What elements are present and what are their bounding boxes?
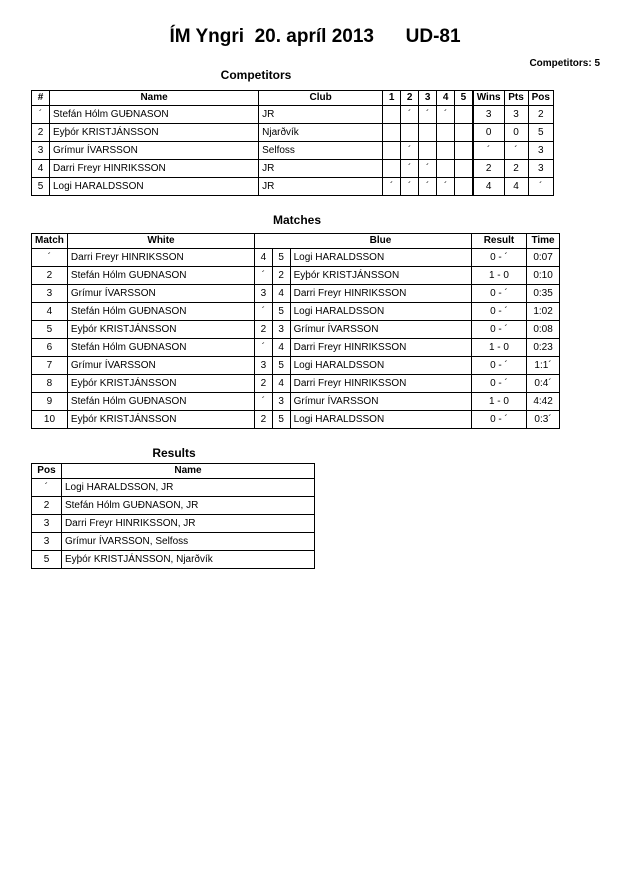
competitor-pts: 4 bbox=[504, 178, 528, 196]
col-r1-header: 1 bbox=[383, 91, 401, 106]
competitor-name: Logi HARALDSSON bbox=[50, 178, 259, 196]
table-row bbox=[32, 339, 560, 357]
result-pos: 2 bbox=[32, 497, 62, 515]
col-pos-header: Pos bbox=[528, 91, 553, 106]
competitor-name: Eyþór KRISTJÁNSSON bbox=[50, 124, 259, 142]
col-time-header: Time bbox=[527, 234, 560, 249]
match-result: 0 - ´ bbox=[471, 303, 526, 321]
match-number: 9 bbox=[32, 393, 68, 411]
competitor-club: JR bbox=[259, 160, 383, 178]
blue-player: Darri Freyr HINRIKSSON bbox=[290, 285, 471, 303]
match-number: 3 bbox=[32, 285, 68, 303]
table-row bbox=[32, 124, 554, 142]
white-number: 2 bbox=[255, 375, 273, 393]
col-num-header: # bbox=[32, 91, 50, 106]
blue-number: 4 bbox=[272, 285, 290, 303]
blue-number: 5 bbox=[272, 357, 290, 375]
result-name: Darri Freyr HINRIKSSON, JR bbox=[61, 515, 314, 533]
white-number: ´ bbox=[255, 267, 273, 285]
match-time: 0:35 bbox=[527, 285, 560, 303]
white-number: ´ bbox=[255, 339, 273, 357]
result-pos: ´ bbox=[32, 479, 62, 497]
match-number: 10 bbox=[32, 411, 68, 429]
competitor-pos: 2 bbox=[528, 106, 553, 124]
competitor-r5 bbox=[455, 178, 473, 196]
competitor-r1 bbox=[383, 160, 401, 178]
table-row bbox=[32, 515, 315, 533]
match-number: ´ bbox=[32, 249, 68, 267]
competitor-r1 bbox=[383, 124, 401, 142]
col-blue-header: Blue bbox=[290, 234, 471, 249]
match-time: 0:23 bbox=[527, 339, 560, 357]
competitor-r4 bbox=[437, 142, 455, 160]
col-r3-header: 3 bbox=[419, 91, 437, 106]
competitor-r3 bbox=[419, 142, 437, 160]
blue-number: 3 bbox=[272, 321, 290, 339]
competitor-pts: ´ bbox=[504, 142, 528, 160]
competitors-header-row bbox=[32, 91, 554, 106]
white-number: 2 bbox=[255, 411, 273, 429]
competitor-pts: 0 bbox=[504, 124, 528, 142]
table-row bbox=[32, 375, 560, 393]
competitor-pos: ´ bbox=[528, 178, 553, 196]
col-name-header: Name bbox=[61, 464, 314, 479]
competitor-wins: 3 bbox=[473, 106, 504, 124]
competitor-r5 bbox=[455, 142, 473, 160]
match-number: 5 bbox=[32, 321, 68, 339]
competitor-r1: ´ bbox=[383, 178, 401, 196]
table-row bbox=[32, 393, 560, 411]
competitor-name: Stefán Hólm GUÐNASON bbox=[50, 106, 259, 124]
competitor-r5 bbox=[455, 160, 473, 178]
match-number: 7 bbox=[32, 357, 68, 375]
competitor-num: ´ bbox=[32, 106, 50, 124]
competitor-r5 bbox=[455, 124, 473, 142]
match-result: 0 - ´ bbox=[471, 411, 526, 429]
competitor-r2: ´ bbox=[401, 142, 419, 160]
competitor-r2: ´ bbox=[401, 106, 419, 124]
table-row bbox=[32, 533, 315, 551]
white-player: Eyþór KRISTJÁNSSON bbox=[67, 375, 254, 393]
blue-number: 4 bbox=[272, 339, 290, 357]
competitor-r3: ´ bbox=[419, 178, 437, 196]
table-row bbox=[32, 551, 315, 569]
competitor-r5 bbox=[455, 106, 473, 124]
competitor-club: JR bbox=[259, 178, 383, 196]
white-number: ´ bbox=[255, 393, 273, 411]
result-name: Grímur ÍVARSSON, Selfoss bbox=[61, 533, 314, 551]
competitor-num: 2 bbox=[32, 124, 50, 142]
results-table bbox=[31, 463, 315, 569]
competitor-r3 bbox=[419, 124, 437, 142]
white-player: Stefán Hólm GUÐNASON bbox=[67, 393, 254, 411]
white-player: Stefán Hólm GUÐNASON bbox=[67, 267, 254, 285]
competitor-club: JR bbox=[259, 106, 383, 124]
white-player: Eyþór KRISTJÁNSSON bbox=[67, 321, 254, 339]
competitor-r2 bbox=[401, 124, 419, 142]
white-player: Eyþór KRISTJÁNSSON bbox=[67, 411, 254, 429]
col-blue-num-header bbox=[272, 234, 290, 249]
match-number: 6 bbox=[32, 339, 68, 357]
match-result: 0 - ´ bbox=[471, 321, 526, 339]
match-time: 1:02 bbox=[527, 303, 560, 321]
competitor-r1 bbox=[383, 106, 401, 124]
competitor-club: Njarðvík bbox=[259, 124, 383, 142]
table-row bbox=[32, 160, 554, 178]
competitor-r2: ´ bbox=[401, 160, 419, 178]
match-number: 4 bbox=[32, 303, 68, 321]
competitor-r4: ´ bbox=[437, 178, 455, 196]
competitor-r4 bbox=[437, 160, 455, 178]
blue-player: Darri Freyr HINRIKSSON bbox=[290, 339, 471, 357]
col-wins-header: Wins bbox=[473, 91, 504, 106]
competitor-r3: ´ bbox=[419, 160, 437, 178]
table-row bbox=[32, 479, 315, 497]
result-name: Eyþór KRISTJÁNSSON, Njarðvík bbox=[61, 551, 314, 569]
blue-player: Logi HARALDSSON bbox=[290, 303, 471, 321]
match-result: 0 - ´ bbox=[471, 285, 526, 303]
competitors-section-title: Competitors bbox=[220, 68, 292, 82]
table-row bbox=[32, 285, 560, 303]
competitor-pos: 3 bbox=[528, 142, 553, 160]
competitor-pos: 3 bbox=[528, 160, 553, 178]
blue-number: 4 bbox=[272, 375, 290, 393]
match-time: 0:10 bbox=[527, 267, 560, 285]
competitor-name: Darri Freyr HINRIKSSON bbox=[50, 160, 259, 178]
white-player: Grímur ÍVARSSON bbox=[67, 285, 254, 303]
matches-section-title: Matches bbox=[272, 213, 322, 227]
table-row bbox=[32, 357, 560, 375]
col-match-header: Match bbox=[32, 234, 68, 249]
match-result: 1 - 0 bbox=[471, 267, 526, 285]
competitor-wins: 4 bbox=[473, 178, 504, 196]
match-number: 8 bbox=[32, 375, 68, 393]
match-time: 0:4´ bbox=[527, 375, 560, 393]
col-r2-header: 2 bbox=[401, 91, 419, 106]
col-pos-header: Pos bbox=[32, 464, 62, 479]
table-row bbox=[32, 411, 560, 429]
table-row bbox=[32, 497, 315, 515]
result-pos: 5 bbox=[32, 551, 62, 569]
white-number: ´ bbox=[255, 303, 273, 321]
match-result: 0 - ´ bbox=[471, 249, 526, 267]
white-number: 4 bbox=[255, 249, 273, 267]
result-name: Stefán Hólm GUÐNASON, JR bbox=[61, 497, 314, 515]
col-pts-header: Pts bbox=[504, 91, 528, 106]
competitor-wins: ´ bbox=[473, 142, 504, 160]
result-pos: 3 bbox=[32, 533, 62, 551]
competitor-num: 3 bbox=[32, 142, 50, 160]
table-row bbox=[32, 303, 560, 321]
competitor-r3: ´ bbox=[419, 106, 437, 124]
table-row bbox=[32, 267, 560, 285]
match-time: 0:3´ bbox=[527, 411, 560, 429]
blue-player: Logi HARALDSSON bbox=[290, 411, 471, 429]
white-player: Darri Freyr HINRIKSSON bbox=[67, 249, 254, 267]
blue-player: Darri Freyr HINRIKSSON bbox=[290, 375, 471, 393]
competitor-r2: ´ bbox=[401, 178, 419, 196]
table-row bbox=[32, 321, 560, 339]
page-title: ÍM Yngri 20. apríl 2013 UD-81 bbox=[169, 26, 461, 47]
col-name-header: Name bbox=[50, 91, 259, 106]
match-number: 2 bbox=[32, 267, 68, 285]
blue-number: 2 bbox=[272, 267, 290, 285]
col-white-num-header bbox=[255, 234, 273, 249]
blue-number: 5 bbox=[272, 303, 290, 321]
competitor-r4: ´ bbox=[437, 106, 455, 124]
competitor-r4 bbox=[437, 124, 455, 142]
competitor-pos: 5 bbox=[528, 124, 553, 142]
white-number: 2 bbox=[255, 321, 273, 339]
table-row bbox=[32, 142, 554, 160]
competitor-num: 4 bbox=[32, 160, 50, 178]
matches-table bbox=[31, 233, 560, 429]
blue-player: Grímur ÍVARSSON bbox=[290, 393, 471, 411]
competitor-wins: 0 bbox=[473, 124, 504, 142]
result-name: Logi HARALDSSON, JR bbox=[61, 479, 314, 497]
competitor-pts: 3 bbox=[504, 106, 528, 124]
col-club-header: Club bbox=[259, 91, 383, 106]
match-time: 1:1´ bbox=[527, 357, 560, 375]
blue-player: Logi HARALDSSON bbox=[290, 357, 471, 375]
blue-player: Eyþór KRISTJÁNSSON bbox=[290, 267, 471, 285]
match-time: 0:07 bbox=[527, 249, 560, 267]
result-pos: 3 bbox=[32, 515, 62, 533]
white-number: 3 bbox=[255, 357, 273, 375]
competitor-num: 5 bbox=[32, 178, 50, 196]
match-result: 0 - ´ bbox=[471, 375, 526, 393]
competitors-count: Competitors: 5 bbox=[529, 58, 600, 69]
blue-number: 3 bbox=[272, 393, 290, 411]
match-result: 1 - 0 bbox=[471, 339, 526, 357]
results-header-row bbox=[32, 464, 315, 479]
match-result: 1 - 0 bbox=[471, 393, 526, 411]
table-row bbox=[32, 178, 554, 196]
col-r4-header: 4 bbox=[437, 91, 455, 106]
competitors-table bbox=[31, 90, 554, 196]
competitor-r1 bbox=[383, 142, 401, 160]
results-section-title: Results bbox=[152, 446, 196, 460]
white-player: Stefán Hólm GUÐNASON bbox=[67, 339, 254, 357]
col-r5-header: 5 bbox=[455, 91, 473, 106]
competitor-wins: 2 bbox=[473, 160, 504, 178]
col-white-header: White bbox=[67, 234, 254, 249]
competitor-club: Selfoss bbox=[259, 142, 383, 160]
blue-number: 5 bbox=[272, 249, 290, 267]
match-time: 4:42 bbox=[527, 393, 560, 411]
competitor-pts: 2 bbox=[504, 160, 528, 178]
competitor-name: Grímur ÍVARSSON bbox=[50, 142, 259, 160]
white-player: Stefán Hólm GUÐNASON bbox=[67, 303, 254, 321]
col-result-header: Result bbox=[471, 234, 526, 249]
blue-number: 5 bbox=[272, 411, 290, 429]
white-number: 3 bbox=[255, 285, 273, 303]
table-row bbox=[32, 106, 554, 124]
blue-player: Logi HARALDSSON bbox=[290, 249, 471, 267]
table-row bbox=[32, 249, 560, 267]
match-result: 0 - ´ bbox=[471, 357, 526, 375]
white-player: Grímur ÍVARSSON bbox=[67, 357, 254, 375]
matches-header-row bbox=[32, 234, 560, 249]
blue-player: Grímur ÍVARSSON bbox=[290, 321, 471, 339]
match-time: 0:08 bbox=[527, 321, 560, 339]
